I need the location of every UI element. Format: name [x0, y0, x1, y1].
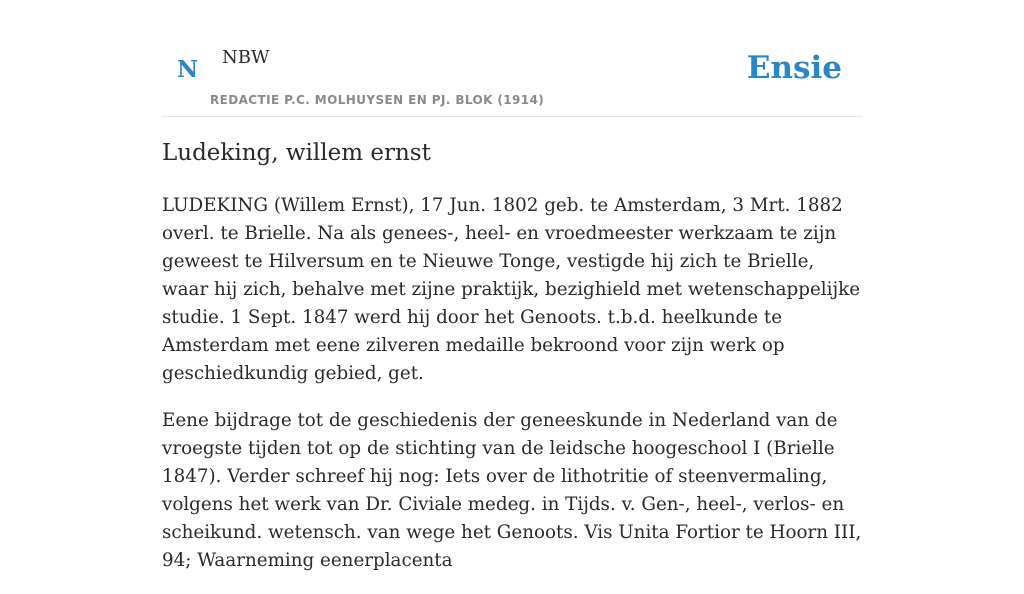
article-body	[162, 192, 862, 594]
source-logo[interactable]: N	[177, 56, 199, 83]
header	[162, 0, 862, 117]
article-paragraph: LUDEKING (Willem Ernst), 17 Jun. 1802 geb. te Amsterdam, 3 Mrt. 1882 overl. te Brielle. Na als genees-, heel- en vroedmeester werkzaam te zijn geweest te Hilversum en te Nieuwe Tonge, vestigde hij zich te Brielle, waar hij zich, behalve met zijne praktijk, bezighield met wetenschappelijke studie. 1 Sept. 1847 werd hij door het Genoots. t.b.d. heelkunde te Amsterdam met eene zilveren medaille bekroond voor zijn werk op geschiedkundig gebied, get.	[162, 195, 861, 384]
brand-logo[interactable]: Ensie	[746, 50, 842, 86]
page-title: Ludeking, willem ernst	[162, 140, 431, 166]
article-paragraph: Eene bijdrage tot de geschiedenis der geneeskunde in Nederland van de vroegste tijden tot op de stichting van de leidsche hoogeschool I (Brielle 1847). Verder schreef hij nog: Iets over de lithotritie of steenvermaling, volgens het werk van Dr. Civiale medeg. in Tijds. v. Gen-, heel-, verlos- en scheikund. wetensch. van wege het Genoots. Vis Unita Fortior te Hoorn III, 94; Waarneming eenerplacenta	[162, 410, 862, 571]
source-subtitle: REDACTIE P.C. MOLHUYSEN EN PJ. BLOK (1914)	[210, 93, 545, 107]
source-name[interactable]: NBW	[222, 47, 270, 68]
